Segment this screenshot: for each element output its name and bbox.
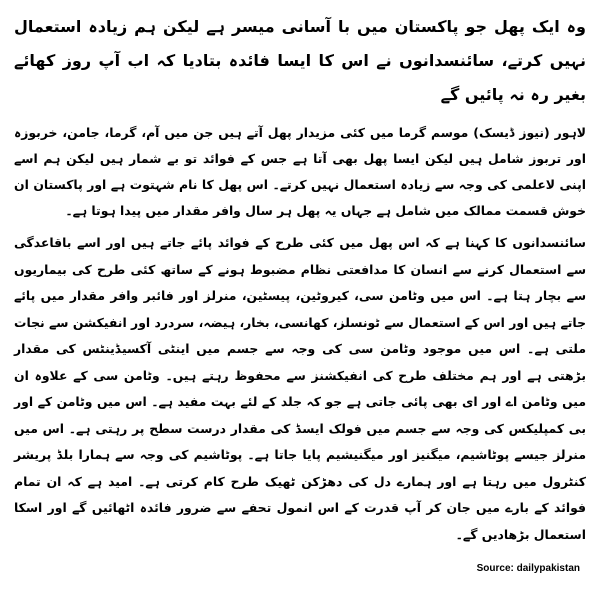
article-paragraph-2: سائنسدانوں کا کہنا ہے کہ اس پھل میں کئی طرح کے فوائد پائے جاتے ہیں اور اسے باقاعدگی سے استعمال کرنے سے انسان کا مدافعتی نظام مضبوط ہونے کے ساتھ کئی طرح کی بیماریوں سے بچار ہتا ہے۔ اس میں وٹامن سی، کیروٹین، پیسٹین، منرلز اور فائبر وافر مقدار میں پائے جاتے ہیں اور اس کے استعمال سے ٹونسلز، کھانسی، بخار، ہیضہ، سردرد اور انفیکشن سے نجات ملتی ہے۔ اس میں موجود وٹامن سی کی وجہ سے جسم میں اینٹی آکسیڈینٹس کی مقدار بڑھتی ہے اور ہم مختلف طرح کی انفیکشنز سے محفوظ رہتے ہیں۔ وٹامن سی کے علاوہ ان میں وٹامن اے اور ای بھی پائی جاتی ہے جو کہ جلد کے لئے بہت مفید ہے۔ اس میں وٹامن کے اور بی کمپلیکس کی وجہ سے جسم میں فولک ایسڈ کی مقدار درست سطح پر رہتی ہے۔ اس میں منرلز جیسے پوٹاشیم، میگنیز اور میگنیشیم پایا جاتا ہے۔ پوٹاشیم کی وجہ سے ہمارا بلڈ پریشر کنٹرول میں رہتا ہے اور ہمارے دل کی دھڑکن ٹھیک طرح کام کرتی ہے۔ امید ہے کہ ان تمام فوائد کے بارے میں جان کر آپ قدرت کے اس انمول تحفے سے ضرور فائدہ اٹھائیں گے اور اسکا استعمال بڑھادیں گے۔ <box>14 235 586 542</box>
article-headline: وہ ایک پھل جو پاکستان میں با آسانی میسر ہے لیکن ہم زیادہ استعمال نہیں کرتے، سائنسدانوں نے اس کا ایسا فائدہ بتادیا کہ اب آپ روز کھائے بغیر رہ نہ پائیں گے <box>14 17 586 104</box>
article-paragraph-1: لاہور (نیوز ڈیسک) موسم گرما میں کئی مزیدار پھل آتے ہیں جن میں آم، گرما، جامن، خربوزہ اور تربوز شامل ہیں لیکن ایسا پھل بھی آتا ہے جس کے فوائد تو بے شمار ہیں لیکن ہم اسے اپنی لاعلمی کی وجہ سے زیادہ استعمال نہیں کرتے۔ اس پھل کا نام شہتوت ہے اور پاکستان ان خوش قسمت ممالک میں شامل ہے جہاں یہ پھل ہر سال وافر مقدار میں پیدا ہوتا ہے۔ <box>14 125 586 218</box>
source-credit: Source: dailypakistan <box>476 563 580 574</box>
